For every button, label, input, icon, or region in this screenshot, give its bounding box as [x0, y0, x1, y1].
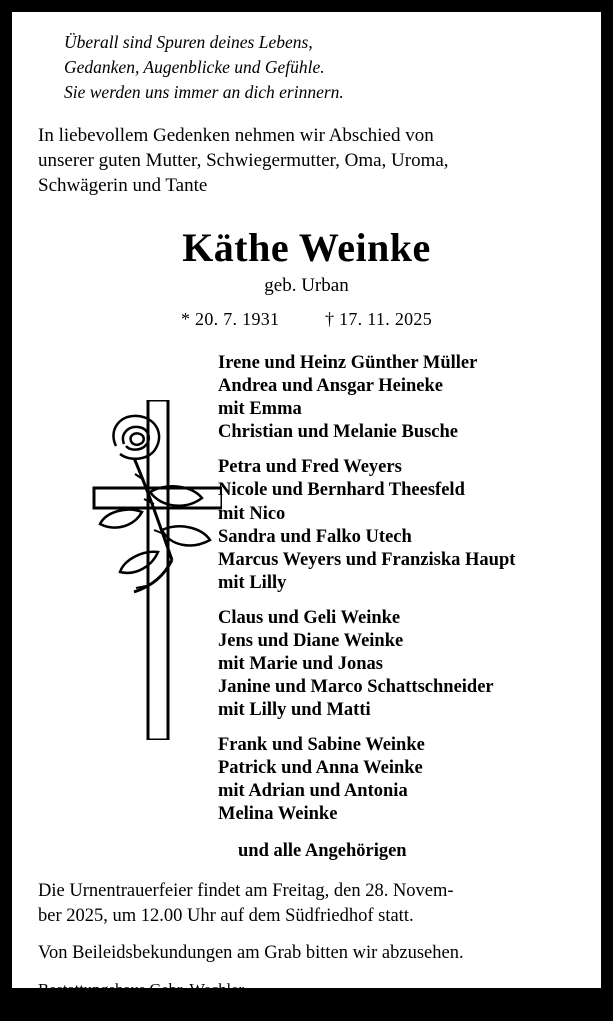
family-member: Nicole und Bernhard Theesfeld — [218, 480, 465, 501]
life-dates — [38, 309, 575, 330]
family-member: Marcus Weyers und Franziska Haupt — [218, 549, 516, 570]
family-group — [218, 734, 575, 826]
ceremony-info — [38, 879, 575, 929]
ceremony-line: ber 2025, um 12.00 Uhr auf dem Südfriedhof statt. — [38, 905, 414, 926]
family-member: Melina Weinke — [218, 803, 338, 824]
all-relatives-line: und alle Angehörigen — [238, 840, 407, 861]
family-member: mit Emma — [218, 399, 302, 420]
deceased-name: Käthe Weinke — [182, 225, 431, 271]
family-member: Petra und Fred Weyers — [218, 457, 402, 478]
verse-line: Überall sind Spuren deines Lebens, — [64, 32, 313, 52]
family-member: mit Nico — [218, 503, 286, 524]
birth-date: * 20. 7. 1931 — [180, 309, 280, 330]
intro-text — [38, 123, 575, 199]
family-member: Frank und Sabine Weinke — [218, 734, 425, 755]
family-group — [218, 607, 575, 722]
ceremony-line: Die Urnentrauerfeier findet am Freitag, den 28. Novem- — [38, 880, 454, 901]
family-member: mit Lilly — [218, 572, 287, 593]
verse-line: Sie werden uns immer an dich erinnern. — [64, 81, 344, 102]
family-group — [218, 456, 575, 594]
funeral-home-address: Rathausstraße 11 – Hildesheim – Telefon: 2 06 69 99 — [38, 1000, 389, 1020]
condolence-note: Von Beileidsbekundungen am Grab bitten wir abzusehen. — [38, 942, 464, 963]
family-group — [218, 352, 575, 444]
funeral-home-info — [38, 980, 575, 1021]
verse-line: Gedanken, Augenblicke und Gefühle. — [64, 56, 325, 77]
death-date: † 17. 11. 2025 — [324, 309, 433, 330]
family-member: Irene und Heinz Günther Müller — [218, 353, 478, 374]
notice-body — [38, 352, 575, 863]
family-member: mit Marie und Jonas — [218, 653, 383, 674]
family-member: Claus und Geli Weinke — [218, 607, 401, 628]
family-member: Patrick und Anna Weinke — [218, 757, 423, 778]
family-member: Christian und Melanie Busche — [218, 422, 459, 443]
intro-line: unserer guten Mutter, Schwiegermutter, Oma, Uroma, — [38, 149, 449, 171]
family-member: Janine und Marco Schattschneider — [218, 676, 494, 697]
family-list — [218, 352, 575, 863]
cross-with-rose-icon — [72, 400, 222, 740]
family-member: mit Adrian und Antonia — [218, 780, 408, 801]
intro-line: Schwägerin und Tante — [38, 175, 208, 197]
family-member: Sandra und Falko Utech — [218, 526, 412, 547]
family-member: Andrea und Ansgar Heineke — [218, 376, 443, 397]
family-member: mit Lilly und Matti — [218, 699, 371, 720]
family-member: Jens und Diane Weinke — [218, 630, 404, 651]
maiden-name: geb. Urban — [264, 275, 349, 297]
obituary-notice — [12, 12, 601, 1020]
intro-line: In liebevollem Gedenken nehmen wir Abschied von — [38, 124, 434, 146]
funeral-home-name: Bestattungshaus Gebr. Wechler — [38, 979, 244, 999]
memorial-verse — [64, 30, 575, 105]
